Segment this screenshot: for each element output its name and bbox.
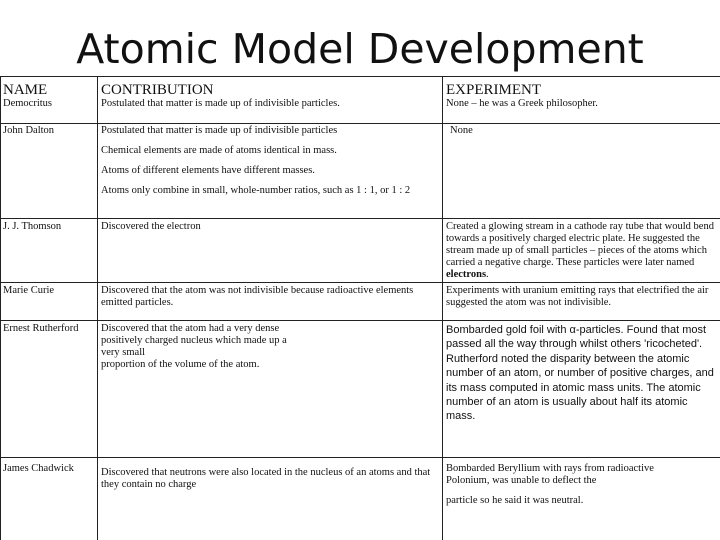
contribution-text: Postulated that matter is made up of indivisible particles bbox=[101, 125, 338, 136]
table-row-experiment bbox=[450, 125, 718, 137]
table-row-name: Democritus bbox=[3, 98, 52, 109]
header-contribution: CONTRIBUTION bbox=[101, 82, 214, 98]
experiment-text: particle so he said it was neutral. bbox=[446, 495, 584, 506]
row-divider bbox=[0, 218, 720, 219]
contribution-text: Postulated that matter is made up of indivisible particles. bbox=[101, 98, 340, 109]
table-row-contribution bbox=[101, 285, 421, 309]
contribution-text: Discovered the electron bbox=[101, 221, 201, 232]
table-row-experiment bbox=[446, 285, 718, 309]
column-divider bbox=[0, 76, 1, 540]
table-row-name: Marie Curie bbox=[3, 285, 55, 296]
table-row-name: Ernest Rutherford bbox=[3, 323, 79, 334]
table-row-contribution bbox=[101, 467, 441, 491]
experiment-text: Bombarded gold foil with α-particles. Found that most passed all the way through whilst others 'ricocheted'. Rutherford noted the disparity between the atomic number of an atom, or number of positive charges, and its mass computed in atomic mass units. The atomic number of an atom is usually about half its atomic mass. bbox=[446, 324, 714, 423]
contribution-text: Discovered that neutrons were also located in the nucleus of an atoms and that they contain no charge bbox=[101, 467, 431, 490]
contribution-text-nucleus: Discovered that the atom had a very dense positively charged nucleus which made up a very small bbox=[101, 323, 287, 358]
experiment-highlight: electrons bbox=[446, 269, 487, 280]
experiment-text: None – he was a Greek philosopher. bbox=[446, 98, 598, 109]
header-experiment: EXPERIMENT bbox=[446, 82, 541, 98]
row-divider bbox=[0, 123, 720, 124]
contribution-text: Atoms of different elements have different masses. bbox=[101, 165, 315, 176]
experiment-text: None bbox=[450, 125, 473, 136]
table-row-contribution bbox=[101, 98, 439, 110]
contribution-text: Atoms only combine in small, whole-number ratios, such as 1 : 1, or 1 : 2 bbox=[101, 185, 411, 196]
experiment-text: Bombarded Beryllium with rays from radioactive Polonium, was unable to deflect the bbox=[446, 463, 654, 486]
table-row-experiment bbox=[446, 221, 720, 281]
contribution-text: Chemical elements are made of atoms identical in mass. bbox=[101, 145, 337, 156]
experiment-text: Experiments with uranium emitting rays that electrified the air suggested the atom was not indivisible. bbox=[446, 285, 709, 308]
column-divider bbox=[442, 76, 443, 540]
table-row-experiment bbox=[446, 323, 716, 424]
contribution-text: Discovered that the atom was not indivisible because radioactive elements emitted particles. bbox=[101, 285, 414, 308]
header-name: NAME bbox=[3, 82, 48, 98]
experiment-text-end: . bbox=[486, 269, 489, 280]
row-divider bbox=[0, 457, 720, 458]
contribution-text: proportion of the volume of the atom. bbox=[101, 359, 260, 370]
table-row-contribution bbox=[101, 125, 439, 217]
page-title: Atomic Model Development bbox=[76, 25, 644, 73]
table-row-name: J. J. Thomson bbox=[3, 221, 62, 232]
table-row-contribution bbox=[101, 221, 439, 233]
table-row-name: John Dalton bbox=[3, 125, 55, 136]
row-divider bbox=[0, 320, 720, 321]
table-row-experiment bbox=[446, 463, 716, 507]
experiment-text: Created a glowing stream in a cathode ray tube that would bend towards a positively charged electric plate. He suggested the stream made up of small particles – pieces of the atoms which carried a negative charge. These particles were later named bbox=[446, 221, 714, 268]
column-divider bbox=[97, 76, 98, 540]
row-divider bbox=[0, 282, 720, 283]
table-row-experiment bbox=[446, 98, 718, 110]
table-row-name: James Chadwick bbox=[3, 463, 74, 474]
row-divider bbox=[0, 76, 720, 77]
table-row-contribution bbox=[101, 323, 441, 371]
